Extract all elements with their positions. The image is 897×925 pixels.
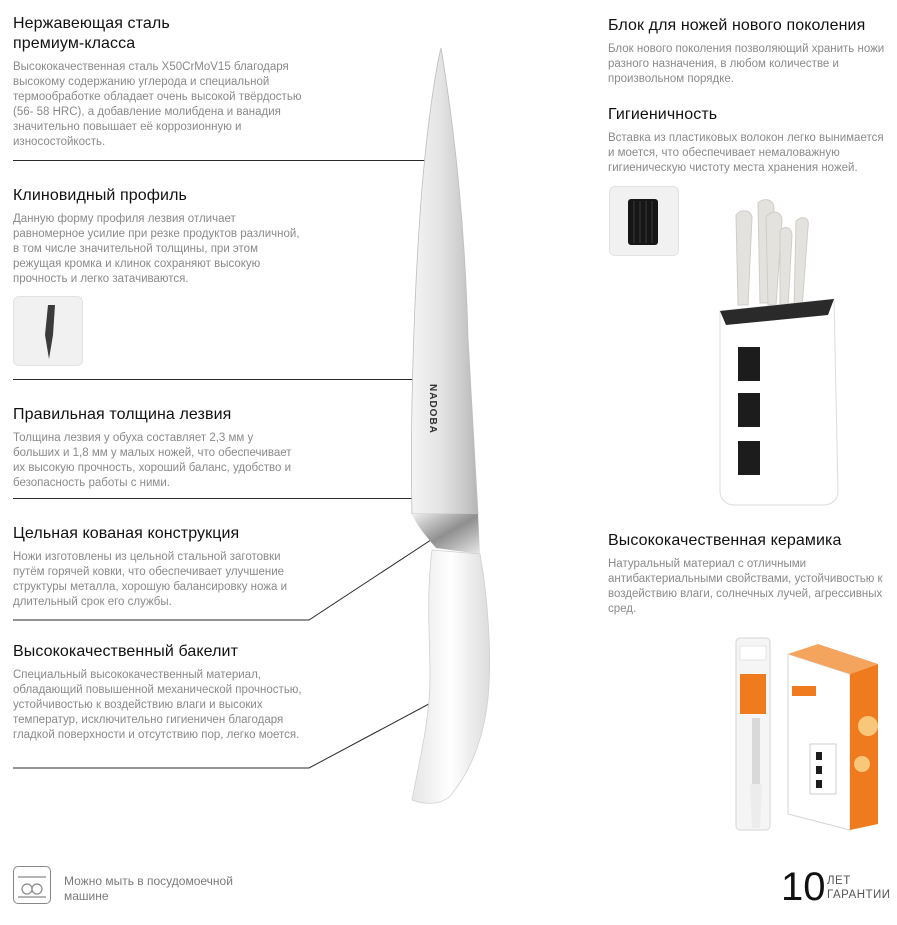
feature-text: Блок нового поколения позволяющий хранить ножи разного назначения, в любом количестве и произвольном порядке. [608, 43, 885, 85]
knife-brand-logo: NADOBA [427, 384, 438, 434]
warranty-years: 10 [781, 865, 826, 909]
warranty-label [827, 874, 891, 902]
bristle-insert-icon [609, 186, 679, 256]
knife-block-illustration [712, 195, 852, 515]
feature-bakelite [13, 642, 303, 743]
feature-text: Данную форму профиля лезвия отличает равномерное усилие при резке продуктов различной, в том числе значительной толщины, при этом режущая кромка и клинок сохраняют высокую прочность и легко затачиваются. [13, 213, 300, 285]
feature-title: Высококачественная керамика [608, 532, 842, 549]
warranty-label-line2: ГАРАНТИИ [827, 889, 891, 901]
feature-title-line1: Нержавеющая сталь [13, 15, 170, 32]
feature-steel [13, 14, 313, 150]
feature-title: Блок для ножей нового поколения [608, 17, 866, 34]
feature-text: Толщина лезвия у обуха составляет 2,3 мм у больших и 1,8 мм у малых ножей, что обеспечивает их высокую прочность, хороший баланс, удобство и безопасность работы с ними. [13, 432, 292, 489]
feature-title: Правильная толщина лезвия [13, 406, 232, 423]
feature-title: Высококачественный бакелит [13, 643, 239, 660]
feature-wedge-profile [13, 186, 303, 287]
feature-title: Цельная кованая конструкция [13, 525, 240, 542]
feature-text: Натуральный материал с отличными антибактериальными свойствами, устойчивостью к воздействию влаги, солнечных лучей, агрессивных сред. [608, 558, 883, 615]
feature-ceramics [608, 531, 893, 617]
feature-new-block [608, 16, 893, 87]
dishwasher-note-line2: машине [64, 889, 109, 903]
divider-line [13, 498, 453, 499]
feature-forged [13, 524, 303, 610]
dishwasher-note [64, 874, 233, 904]
dishwasher-note-line1: Можно мыть в посудомоечной [64, 874, 233, 888]
blade-profile-icon [13, 296, 83, 366]
feature-blade-thickness [13, 405, 303, 491]
feature-title: Клиновидный профиль [13, 187, 187, 204]
dishwasher-icon [13, 866, 51, 904]
feature-title: Гигиеничность [608, 106, 718, 123]
feature-title [13, 14, 313, 54]
warranty-label-line1: ЛЕТ [827, 875, 851, 887]
feature-hygiene [608, 105, 893, 176]
feature-text: Ножи изготовлены из цельной стальной заготовки путём горячей ковки, что обеспечивает улучшение структуры металла, хорошую балансировку ножа и длительный срок его службы. [13, 551, 288, 608]
feature-text: Высококачественная сталь X50CrMoV15 благодаря высокому содержанию углерода и специальной термообработке обладает очень высокой твёрдостью (56- 58 HRC), а добавление молибдена и ванадия значительно повышает её коррозионную и износостойкость. [13, 61, 302, 148]
divider-line [13, 379, 453, 380]
divider-line [13, 160, 453, 161]
packaging-illustration [730, 634, 890, 834]
knife-illustration [400, 38, 500, 808]
feature-title-line2: премиум-класса [13, 35, 136, 52]
feature-text: Специальный высококачественный материал, обладающий повышенной механической прочностью, устойчивостью к воздействию влаги и высоких температур, исключительно гигиеничен благодаря гладкой поверхности и отсутствию пор, легко моется. [13, 669, 302, 741]
feature-text: Вставка из пластиковых волокон легко вынимается и моется, что обеспечивает немаловажную гигиеническую чистоту места хранения ножей. [608, 132, 884, 174]
